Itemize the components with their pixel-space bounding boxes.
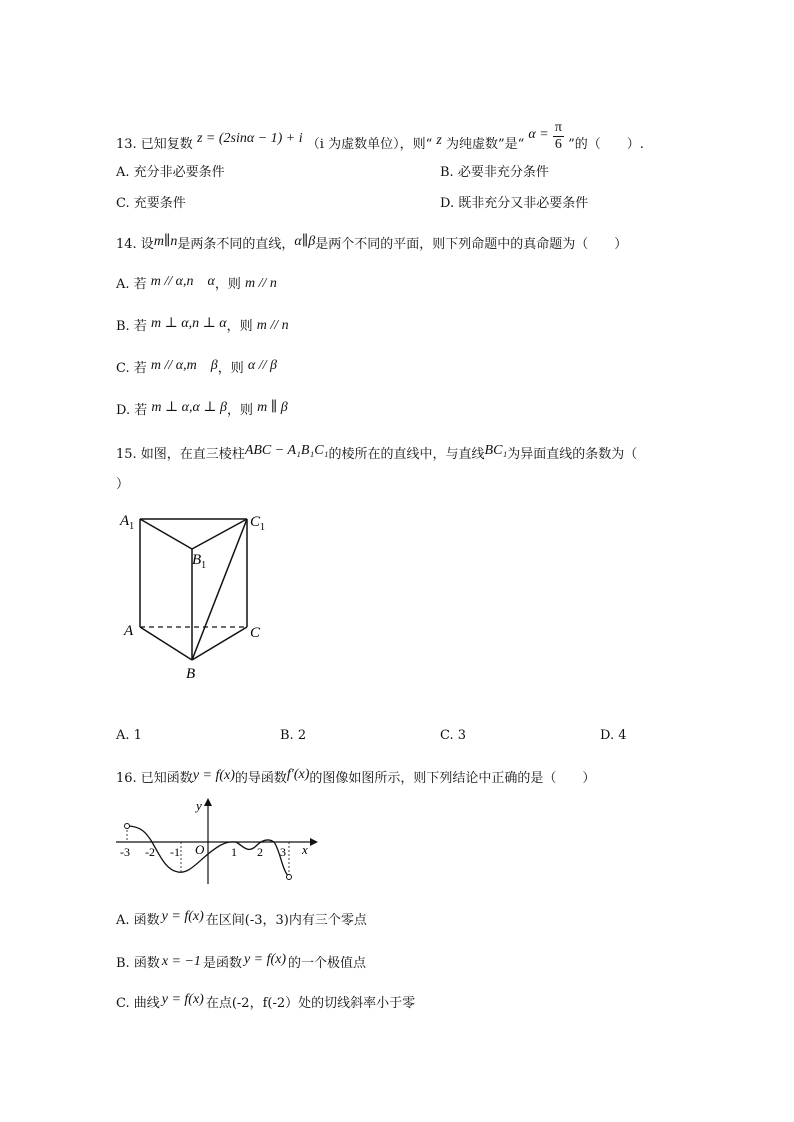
q13-z-var: z	[436, 133, 442, 148]
q13-option-b: B. 必要非充分条件	[440, 165, 549, 180]
tick-1: 1	[231, 845, 237, 859]
q15-text1: 的棱所在的直线中，与直线	[328, 447, 485, 462]
q13-frac-den: 6	[554, 137, 562, 152]
tick-neg3: -3	[120, 845, 130, 859]
q14-option-b: B. 若 m ⊥ α,n ⊥ α，则 m // n	[116, 316, 289, 334]
q16-text1: 的导函数	[234, 771, 287, 786]
q13-text2: 为纯虚数”是“	[445, 137, 525, 152]
q15-stem-cont: ）	[116, 477, 130, 492]
q15-option-c: C. 3	[440, 728, 467, 743]
tick-2: 2	[257, 845, 263, 859]
y-label: y	[196, 798, 202, 813]
q13-option-d: D. 既非充分又非必要条件	[440, 196, 589, 211]
q16-stem	[116, 767, 596, 788]
edge-bc1	[192, 519, 247, 660]
edge-bc	[192, 627, 247, 660]
q13-stem	[116, 120, 644, 161]
q13-option-a: A. 充分非必要条件	[116, 165, 225, 180]
label-a1: $A_1$	[120, 513, 135, 532]
derivative-graph	[110, 796, 320, 888]
q14-text1: 是两条不同的直线，	[177, 237, 295, 252]
q16-option-a: A. 函数 y = f(x) 在区间(-3，3)内有三个零点	[116, 909, 367, 928]
label-a: A	[124, 623, 134, 639]
x-label: x	[302, 842, 308, 857]
q16-fpx: f′(x)	[286, 767, 310, 782]
label-b: B	[186, 666, 196, 682]
q13-frac-num: π	[554, 120, 562, 135]
x-axis-arrow	[310, 838, 318, 846]
tick-neg1: -1	[170, 845, 180, 859]
q15-line: BC₁	[484, 443, 508, 458]
q15-prism: ABC − A₁B₁C₁	[244, 443, 329, 458]
q14-mn: m∥n	[153, 234, 178, 249]
q13-text-end: ”的（ ）.	[568, 137, 644, 152]
q14-option-a: A. 若 m // α,n α，则 m // n	[116, 274, 277, 292]
q14-number: 14. 设	[116, 237, 154, 252]
q14-text2: 是两个不同的平面，则下列命题中的真命题为（ ）	[315, 237, 628, 252]
q14-ab: α∥β	[294, 234, 316, 249]
q15-number: 15. 如图，在直三棱柱	[116, 447, 245, 462]
edge-a1b1	[140, 519, 192, 549]
q13-option-c: C. 充要条件	[116, 196, 186, 211]
q13-formula: z = (2sinα − 1) + i	[196, 131, 303, 146]
q13-alpha-eq: α =	[528, 127, 549, 142]
q16-text2: 的图像如图所示，则下列结论中正确的是（ ）	[309, 771, 596, 786]
edge-ab	[140, 627, 192, 660]
q16-fx: y = f(x)	[192, 768, 235, 783]
origin-label: O	[195, 842, 205, 857]
q16-option-c: C. 曲线 y = f(x) 在点(-2，f(-2）处的切线斜率小于零	[116, 992, 416, 1011]
label-b1: $B_1$	[192, 552, 207, 571]
q16-number: 16. 已知函数	[116, 771, 193, 786]
q15-option-b: B. 2	[280, 728, 307, 743]
y-axis-arrow	[204, 798, 212, 806]
q16-option-b: B. 函数 x = −1 是函数 y = f(x) 的一个极值点	[116, 952, 367, 971]
q13-fraction	[553, 120, 564, 153]
tick-neg2: -2	[145, 845, 155, 859]
label-c1: $C_1$	[250, 514, 266, 533]
label-c: C	[250, 625, 261, 641]
q13-number: 13. 已知复数	[116, 137, 193, 152]
prism-diagram	[110, 500, 280, 690]
q15-stem	[116, 443, 638, 464]
edge-b1c1	[192, 519, 247, 549]
q14-option-d: D. 若 m ⊥ α,α ⊥ β，则 m ∥ β	[116, 400, 288, 418]
q14-stem	[116, 236, 627, 254]
q15-text2: 为异面直线的条数为（	[507, 447, 638, 462]
q14-option-c: C. 若 m // α,m β，则 α // β	[116, 358, 277, 376]
q15-option-a: A. 1	[116, 728, 142, 743]
open-endpoint-left	[125, 824, 130, 829]
q13-text: （i 为虚数单位），则“	[306, 137, 433, 152]
open-endpoint-right	[287, 875, 292, 880]
tick-3: 3	[280, 845, 286, 859]
q15-option-d: D. 4	[600, 728, 627, 743]
